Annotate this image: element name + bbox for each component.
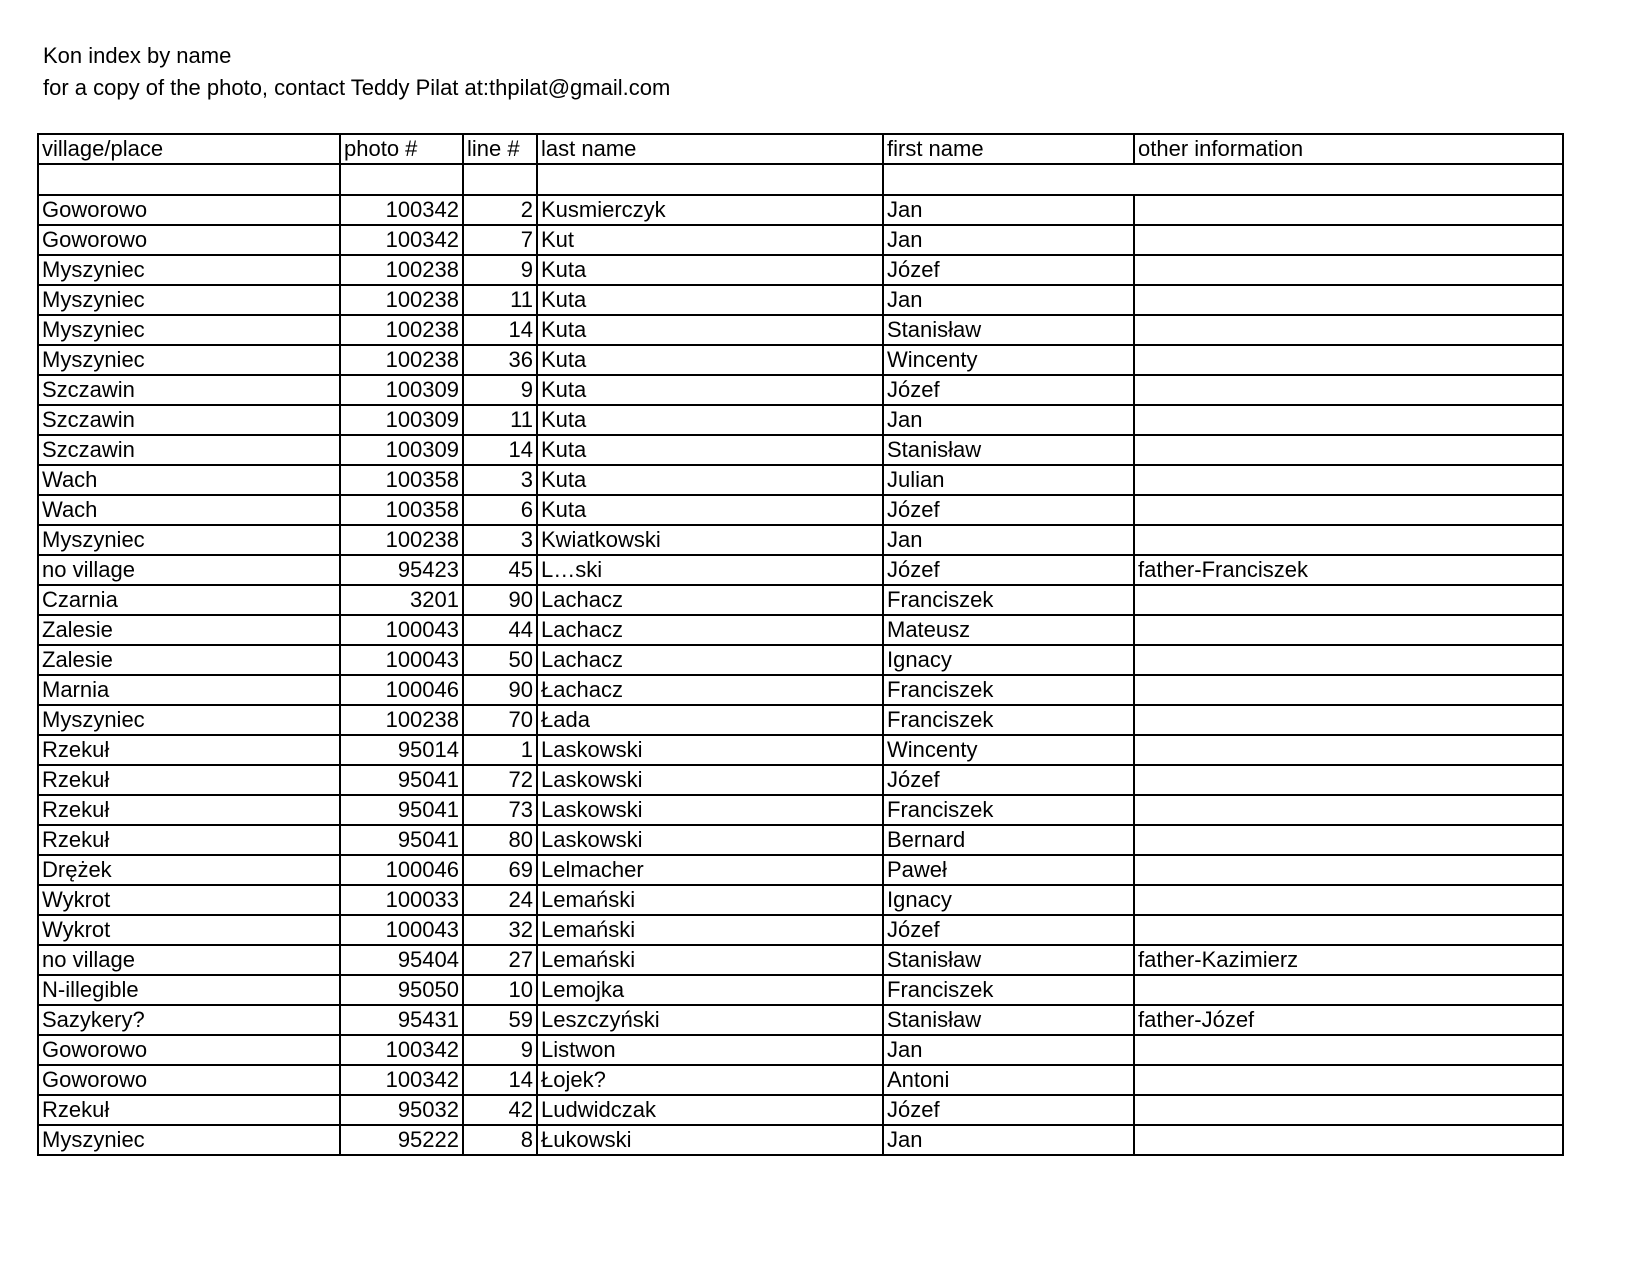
table-header bbox=[38, 134, 1563, 164]
village-cell: Goworowo bbox=[38, 225, 340, 255]
table-row bbox=[38, 585, 1563, 615]
last-name-cell: Kusmierczyk bbox=[537, 195, 883, 225]
last-name-cell: Kuta bbox=[537, 315, 883, 345]
table-row bbox=[38, 615, 1563, 645]
last-name-cell: Kuta bbox=[537, 285, 883, 315]
document-title: Kon index by name bbox=[43, 43, 232, 68]
other-information-cell bbox=[1134, 285, 1563, 315]
last-name-cell: Łachacz bbox=[537, 675, 883, 705]
village-cell: Goworowo bbox=[38, 1065, 340, 1095]
table-row bbox=[38, 255, 1563, 285]
line-number-cell: 8 bbox=[463, 1125, 537, 1155]
first-name-cell: Ignacy bbox=[883, 885, 1134, 915]
line-number-cell: 6 bbox=[463, 495, 537, 525]
other-information-cell bbox=[1134, 795, 1563, 825]
table-row bbox=[38, 1065, 1563, 1095]
photo-number-cell: 100033 bbox=[340, 885, 463, 915]
other-information-cell bbox=[1134, 855, 1563, 885]
table-row bbox=[38, 375, 1563, 405]
village-cell: Wykrot bbox=[38, 915, 340, 945]
line-number-cell: 14 bbox=[463, 315, 537, 345]
last-name-cell: Łada bbox=[537, 705, 883, 735]
table-row bbox=[38, 975, 1563, 1005]
village-cell: Szczawin bbox=[38, 435, 340, 465]
photo-number-cell: 100238 bbox=[340, 525, 463, 555]
blank-row bbox=[38, 164, 1563, 195]
line-number-cell: 45 bbox=[463, 555, 537, 585]
village-cell: Wykrot bbox=[38, 885, 340, 915]
table-row bbox=[38, 645, 1563, 675]
photo-number-cell: 100342 bbox=[340, 225, 463, 255]
village-cell: Rzekuł bbox=[38, 825, 340, 855]
village-cell: Szczawin bbox=[38, 375, 340, 405]
column-header-other-information: other information bbox=[1134, 134, 1563, 164]
first-name-cell: Jan bbox=[883, 1125, 1134, 1155]
photo-number-cell: 100358 bbox=[340, 465, 463, 495]
first-name-cell: Franciszek bbox=[883, 795, 1134, 825]
line-number-cell: 72 bbox=[463, 765, 537, 795]
last-name-cell: Kuta bbox=[537, 435, 883, 465]
other-information-cell bbox=[1134, 885, 1563, 915]
first-name-cell: Stanisław bbox=[883, 315, 1134, 345]
photo-number-cell: 95041 bbox=[340, 795, 463, 825]
village-cell: Rzekuł bbox=[38, 765, 340, 795]
column-header-photo: photo # bbox=[340, 134, 463, 164]
table-row bbox=[38, 885, 1563, 915]
other-information-cell bbox=[1134, 525, 1563, 555]
last-name-cell: Laskowski bbox=[537, 765, 883, 795]
line-number-cell: 27 bbox=[463, 945, 537, 975]
photo-number-cell: 100342 bbox=[340, 1065, 463, 1095]
first-name-cell: Stanisław bbox=[883, 945, 1134, 975]
line-number-cell: 80 bbox=[463, 825, 537, 855]
table-row bbox=[38, 945, 1563, 975]
photo-number-cell: 100309 bbox=[340, 405, 463, 435]
line-number-cell: 42 bbox=[463, 1095, 537, 1125]
line-number-cell: 9 bbox=[463, 375, 537, 405]
table-row bbox=[38, 825, 1563, 855]
column-header-first-name: first name bbox=[883, 134, 1134, 164]
village-cell: Myszyniec bbox=[38, 1125, 340, 1155]
photo-number-cell: 95014 bbox=[340, 735, 463, 765]
other-information-cell bbox=[1134, 375, 1563, 405]
other-information-cell bbox=[1134, 1035, 1563, 1065]
photo-number-cell: 100342 bbox=[340, 1035, 463, 1065]
first-name-cell: Józef bbox=[883, 555, 1134, 585]
line-number-cell: 24 bbox=[463, 885, 537, 915]
last-name-cell: Ludwidczak bbox=[537, 1095, 883, 1125]
last-name-cell: Łojek? bbox=[537, 1065, 883, 1095]
table-row bbox=[38, 915, 1563, 945]
village-cell: Drężek bbox=[38, 855, 340, 885]
photo-number-cell: 95050 bbox=[340, 975, 463, 1005]
table-row bbox=[38, 795, 1563, 825]
last-name-cell: Lelmacher bbox=[537, 855, 883, 885]
other-information-cell bbox=[1134, 255, 1563, 285]
village-cell: no village bbox=[38, 945, 340, 975]
column-header-line: line # bbox=[463, 134, 537, 164]
table-body bbox=[38, 164, 1563, 1155]
photo-number-cell: 100043 bbox=[340, 645, 463, 675]
line-number-cell: 9 bbox=[463, 255, 537, 285]
other-information-cell: father-Kazimierz bbox=[1134, 945, 1563, 975]
line-number-cell: 7 bbox=[463, 225, 537, 255]
photo-number-cell: 100309 bbox=[340, 375, 463, 405]
other-information-cell bbox=[1134, 1095, 1563, 1125]
line-number-cell: 9 bbox=[463, 1035, 537, 1065]
other-information-cell bbox=[1134, 345, 1563, 375]
other-information-cell bbox=[1134, 705, 1563, 735]
table-row bbox=[38, 495, 1563, 525]
photo-number-cell: 100342 bbox=[340, 195, 463, 225]
blank-cell bbox=[883, 164, 1563, 195]
table-row bbox=[38, 1035, 1563, 1065]
photo-number-cell: 95423 bbox=[340, 555, 463, 585]
photo-number-cell: 100238 bbox=[340, 705, 463, 735]
other-information-cell bbox=[1134, 495, 1563, 525]
table-row bbox=[38, 195, 1563, 225]
blank-cell bbox=[537, 164, 883, 195]
line-number-cell: 69 bbox=[463, 855, 537, 885]
first-name-cell: Wincenty bbox=[883, 345, 1134, 375]
photo-number-cell: 95041 bbox=[340, 825, 463, 855]
first-name-cell: Ignacy bbox=[883, 645, 1134, 675]
last-name-cell: Lemański bbox=[537, 915, 883, 945]
village-cell: Zalesie bbox=[38, 645, 340, 675]
village-cell: Myszyniec bbox=[38, 255, 340, 285]
last-name-cell: Kuta bbox=[537, 255, 883, 285]
other-information-cell: father-Franciszek bbox=[1134, 555, 1563, 585]
last-name-cell: Kuta bbox=[537, 405, 883, 435]
photo-number-cell: 100046 bbox=[340, 855, 463, 885]
first-name-cell: Józef bbox=[883, 255, 1134, 285]
blank-cell bbox=[38, 164, 340, 195]
last-name-cell: Lachacz bbox=[537, 585, 883, 615]
village-cell: Myszyniec bbox=[38, 285, 340, 315]
first-name-cell: Franciszek bbox=[883, 675, 1134, 705]
line-number-cell: 3 bbox=[463, 525, 537, 555]
line-number-cell: 73 bbox=[463, 795, 537, 825]
first-name-cell: Bernard bbox=[883, 825, 1134, 855]
photo-number-cell: 95032 bbox=[340, 1095, 463, 1125]
village-cell: Rzekuł bbox=[38, 1095, 340, 1125]
photo-number-cell: 100043 bbox=[340, 615, 463, 645]
line-number-cell: 11 bbox=[463, 405, 537, 435]
last-name-cell: Kuta bbox=[537, 345, 883, 375]
last-name-cell: Laskowski bbox=[537, 735, 883, 765]
village-cell: Myszyniec bbox=[38, 345, 340, 375]
first-name-cell: Jan bbox=[883, 195, 1134, 225]
line-number-cell: 70 bbox=[463, 705, 537, 735]
photo-number-cell: 95041 bbox=[340, 765, 463, 795]
table-row bbox=[38, 525, 1563, 555]
other-information-cell bbox=[1134, 435, 1563, 465]
first-name-cell: Józef bbox=[883, 765, 1134, 795]
photo-number-cell: 100238 bbox=[340, 315, 463, 345]
last-name-cell: Leszczyński bbox=[537, 1005, 883, 1035]
other-information-cell bbox=[1134, 1065, 1563, 1095]
table-row bbox=[38, 405, 1563, 435]
line-number-cell: 2 bbox=[463, 195, 537, 225]
table-row bbox=[38, 285, 1563, 315]
other-information-cell bbox=[1134, 585, 1563, 615]
photo-number-cell: 3201 bbox=[340, 585, 463, 615]
other-information-cell bbox=[1134, 975, 1563, 1005]
village-cell: no village bbox=[38, 555, 340, 585]
document-header bbox=[43, 40, 670, 104]
other-information-cell bbox=[1134, 225, 1563, 255]
first-name-cell: Franciszek bbox=[883, 585, 1134, 615]
photo-number-cell: 100238 bbox=[340, 255, 463, 285]
last-name-cell: Lemojka bbox=[537, 975, 883, 1005]
other-information-cell bbox=[1134, 675, 1563, 705]
other-information-cell bbox=[1134, 615, 1563, 645]
first-name-cell: Franciszek bbox=[883, 705, 1134, 735]
photo-number-cell: 100238 bbox=[340, 345, 463, 375]
blank-cell bbox=[340, 164, 463, 195]
village-cell: Goworowo bbox=[38, 1035, 340, 1065]
last-name-cell: Kwiatkowski bbox=[537, 525, 883, 555]
table-row bbox=[38, 345, 1563, 375]
line-number-cell: 32 bbox=[463, 915, 537, 945]
line-number-cell: 14 bbox=[463, 1065, 537, 1095]
first-name-cell: Jan bbox=[883, 285, 1134, 315]
last-name-cell: Kuta bbox=[537, 495, 883, 525]
header-row bbox=[38, 134, 1563, 164]
other-information-cell: father-Józef bbox=[1134, 1005, 1563, 1035]
village-cell: Szczawin bbox=[38, 405, 340, 435]
last-name-cell: Lachacz bbox=[537, 615, 883, 645]
table-row bbox=[38, 675, 1563, 705]
other-information-cell bbox=[1134, 465, 1563, 495]
line-number-cell: 90 bbox=[463, 585, 537, 615]
first-name-cell: Mateusz bbox=[883, 615, 1134, 645]
first-name-cell: Julian bbox=[883, 465, 1134, 495]
table-row bbox=[38, 765, 1563, 795]
village-cell: Myszyniec bbox=[38, 705, 340, 735]
column-header-last-name: last name bbox=[537, 134, 883, 164]
line-number-cell: 90 bbox=[463, 675, 537, 705]
village-cell: Myszyniec bbox=[38, 525, 340, 555]
first-name-cell: Stanisław bbox=[883, 1005, 1134, 1035]
first-name-cell: Jan bbox=[883, 1035, 1134, 1065]
table-row bbox=[38, 1005, 1563, 1035]
village-cell: Goworowo bbox=[38, 195, 340, 225]
village-cell: Wach bbox=[38, 495, 340, 525]
last-name-cell: Kuta bbox=[537, 465, 883, 495]
photo-number-cell: 95431 bbox=[340, 1005, 463, 1035]
contact-line: for a copy of the photo, contact Teddy Pilat at:thpilat@gmail.com bbox=[43, 75, 671, 100]
village-cell: Marnia bbox=[38, 675, 340, 705]
photo-number-cell: 100238 bbox=[340, 285, 463, 315]
first-name-cell: Stanisław bbox=[883, 435, 1134, 465]
other-information-cell bbox=[1134, 405, 1563, 435]
first-name-cell: Józef bbox=[883, 495, 1134, 525]
first-name-cell: Paweł bbox=[883, 855, 1134, 885]
other-information-cell bbox=[1134, 645, 1563, 675]
other-information-cell bbox=[1134, 915, 1563, 945]
first-name-cell: Józef bbox=[883, 1095, 1134, 1125]
column-header-village: village/place bbox=[38, 134, 340, 164]
village-cell: Sazykery? bbox=[38, 1005, 340, 1035]
line-number-cell: 10 bbox=[463, 975, 537, 1005]
other-information-cell bbox=[1134, 735, 1563, 765]
last-name-cell: Lemański bbox=[537, 945, 883, 975]
line-number-cell: 1 bbox=[463, 735, 537, 765]
village-cell: Wach bbox=[38, 465, 340, 495]
table-row bbox=[38, 225, 1563, 255]
line-number-cell: 59 bbox=[463, 1005, 537, 1035]
blank-cell bbox=[463, 164, 537, 195]
last-name-cell: Łukowski bbox=[537, 1125, 883, 1155]
line-number-cell: 36 bbox=[463, 345, 537, 375]
first-name-cell: Jan bbox=[883, 405, 1134, 435]
last-name-cell: L…ski bbox=[537, 555, 883, 585]
other-information-cell bbox=[1134, 765, 1563, 795]
table-row bbox=[38, 855, 1563, 885]
last-name-cell: Lachacz bbox=[537, 645, 883, 675]
village-cell: Zalesie bbox=[38, 615, 340, 645]
other-information-cell bbox=[1134, 825, 1563, 855]
other-information-cell bbox=[1134, 1125, 1563, 1155]
photo-number-cell: 100043 bbox=[340, 915, 463, 945]
first-name-cell: Antoni bbox=[883, 1065, 1134, 1095]
table-row bbox=[38, 555, 1563, 585]
last-name-cell: Kuta bbox=[537, 375, 883, 405]
first-name-cell: Józef bbox=[883, 915, 1134, 945]
last-name-cell: Listwon bbox=[537, 1035, 883, 1065]
first-name-cell: Franciszek bbox=[883, 975, 1134, 1005]
table-row bbox=[38, 1125, 1563, 1155]
last-name-cell: Kut bbox=[537, 225, 883, 255]
table-row bbox=[38, 735, 1563, 765]
photo-number-cell: 95404 bbox=[340, 945, 463, 975]
first-name-cell: Wincenty bbox=[883, 735, 1134, 765]
village-cell: N-illegible bbox=[38, 975, 340, 1005]
index-table bbox=[37, 133, 1564, 1156]
first-name-cell: Jan bbox=[883, 225, 1134, 255]
photo-number-cell: 100309 bbox=[340, 435, 463, 465]
village-cell: Rzekuł bbox=[38, 735, 340, 765]
village-cell: Rzekuł bbox=[38, 795, 340, 825]
line-number-cell: 11 bbox=[463, 285, 537, 315]
table-row bbox=[38, 315, 1563, 345]
table-row bbox=[38, 705, 1563, 735]
table-row bbox=[38, 435, 1563, 465]
photo-number-cell: 95222 bbox=[340, 1125, 463, 1155]
last-name-cell: Laskowski bbox=[537, 795, 883, 825]
other-information-cell bbox=[1134, 195, 1563, 225]
line-number-cell: 50 bbox=[463, 645, 537, 675]
photo-number-cell: 100358 bbox=[340, 495, 463, 525]
village-cell: Czarnia bbox=[38, 585, 340, 615]
photo-number-cell: 100046 bbox=[340, 675, 463, 705]
village-cell: Myszyniec bbox=[38, 315, 340, 345]
line-number-cell: 3 bbox=[463, 465, 537, 495]
last-name-cell: Lemański bbox=[537, 885, 883, 915]
table-row bbox=[38, 1095, 1563, 1125]
line-number-cell: 14 bbox=[463, 435, 537, 465]
last-name-cell: Laskowski bbox=[537, 825, 883, 855]
table-row bbox=[38, 465, 1563, 495]
line-number-cell: 44 bbox=[463, 615, 537, 645]
other-information-cell bbox=[1134, 315, 1563, 345]
first-name-cell: Józef bbox=[883, 375, 1134, 405]
first-name-cell: Jan bbox=[883, 525, 1134, 555]
